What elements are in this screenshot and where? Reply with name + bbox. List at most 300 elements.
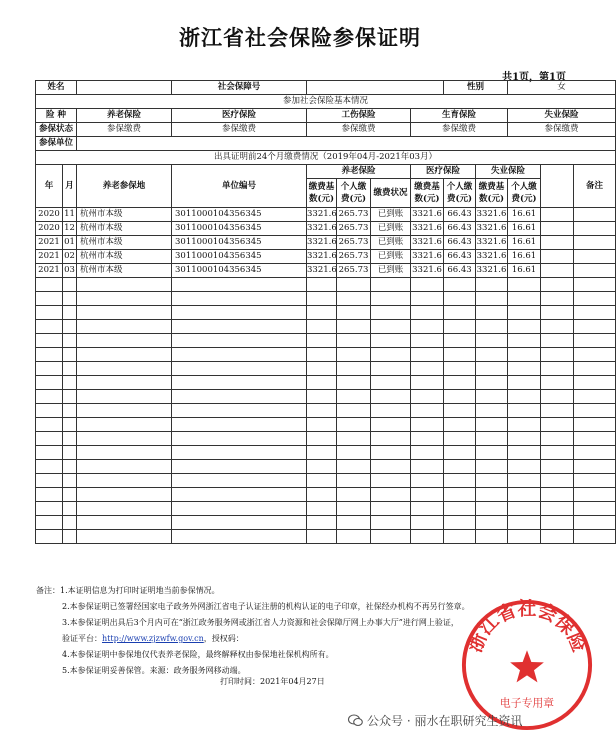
cell-place: 杭州市本级 bbox=[77, 208, 172, 222]
empty-cell bbox=[574, 460, 616, 474]
cell-pension-personal: 265.73 bbox=[337, 208, 371, 222]
empty-cell bbox=[411, 530, 444, 544]
name-label: 姓名 bbox=[36, 81, 77, 95]
empty-cell bbox=[172, 292, 307, 306]
empty-cell bbox=[307, 390, 337, 404]
empty-cell bbox=[444, 502, 476, 516]
empty-cell bbox=[371, 460, 411, 474]
cell-medical-base: 3321.6 bbox=[411, 236, 444, 250]
empty-cell bbox=[77, 320, 172, 334]
cell-unit: 3011000104356345 bbox=[172, 208, 307, 222]
empty-cell bbox=[172, 320, 307, 334]
empty-cell bbox=[476, 362, 508, 376]
empty-cell bbox=[574, 404, 616, 418]
empty-cell bbox=[36, 376, 63, 390]
empty-cell bbox=[77, 474, 172, 488]
empty-row bbox=[36, 474, 616, 488]
cell-medical-base: 3321.6 bbox=[411, 250, 444, 264]
cell-pension-personal: 265.73 bbox=[337, 222, 371, 236]
empty-cell bbox=[63, 516, 77, 530]
empty-cell bbox=[36, 488, 63, 502]
empty-cell bbox=[541, 278, 574, 292]
empty-cell bbox=[307, 376, 337, 390]
empty-cell bbox=[411, 362, 444, 376]
cell-place: 杭州市本级 bbox=[77, 250, 172, 264]
empty-cell bbox=[371, 320, 411, 334]
empty-cell bbox=[508, 278, 541, 292]
empty-cell bbox=[36, 404, 63, 418]
empty-cell bbox=[172, 418, 307, 432]
print-time bbox=[220, 676, 325, 687]
cell-pension-status: 已到账 bbox=[371, 222, 411, 236]
empty-cell bbox=[508, 348, 541, 362]
cell-unemp-personal: 16.61 bbox=[508, 222, 541, 236]
empty-cell bbox=[444, 418, 476, 432]
type-maternity: 生育保险 bbox=[411, 109, 508, 123]
empty-cell bbox=[541, 502, 574, 516]
cell-medical-personal: 66.43 bbox=[444, 236, 476, 250]
cell-place: 杭州市本级 bbox=[77, 264, 172, 278]
empty-cell bbox=[476, 390, 508, 404]
empty-cell bbox=[476, 516, 508, 530]
cell-unemp-base: 3321.6 bbox=[476, 264, 508, 278]
cell-unemp-base: 3321.6 bbox=[476, 222, 508, 236]
empty-cell bbox=[337, 460, 371, 474]
empty-cell bbox=[541, 432, 574, 446]
cell-pension-personal: 265.73 bbox=[337, 264, 371, 278]
note-3: 3.本参保证明出具后3个月内可在“浙江政务服务网或浙江省人力资源和社会保障厅网上办事大厅”进行网上验证， bbox=[62, 618, 459, 627]
empty-cell bbox=[337, 278, 371, 292]
empty-cell bbox=[444, 516, 476, 530]
cell-remark bbox=[574, 236, 616, 250]
empty-cell bbox=[508, 320, 541, 334]
empty-cell bbox=[77, 516, 172, 530]
empty-cell bbox=[63, 390, 77, 404]
empty-cell bbox=[476, 432, 508, 446]
empty-cell bbox=[371, 432, 411, 446]
empty-cell bbox=[307, 474, 337, 488]
header-medical-personal: 个人缴费(元) bbox=[444, 179, 476, 208]
empty-cell bbox=[411, 432, 444, 446]
seal-star-icon bbox=[510, 650, 544, 682]
empty-cell bbox=[541, 334, 574, 348]
header-pension-status: 缴费状况 bbox=[371, 179, 411, 208]
cell-place: 杭州市本级 bbox=[77, 236, 172, 250]
empty-cell bbox=[476, 334, 508, 348]
name-value bbox=[77, 81, 172, 95]
cell-month: 02 bbox=[63, 250, 77, 264]
note-5: 5.本参保证明妥善保管。来源：政务服务网移动端。 bbox=[62, 666, 246, 675]
empty-cell bbox=[77, 306, 172, 320]
cell-remark bbox=[574, 222, 616, 236]
basic-info-heading: 参加社会保险基本情况 bbox=[36, 95, 616, 109]
empty-cell bbox=[63, 348, 77, 362]
empty-cell bbox=[371, 488, 411, 502]
empty-cell bbox=[541, 446, 574, 460]
empty-cell bbox=[36, 446, 63, 460]
gender-value: 女 bbox=[508, 81, 616, 95]
empty-cell bbox=[337, 418, 371, 432]
empty-cell bbox=[307, 460, 337, 474]
empty-cell bbox=[36, 320, 63, 334]
empty-cell bbox=[476, 446, 508, 460]
empty-cell bbox=[411, 404, 444, 418]
empty-cell bbox=[172, 362, 307, 376]
empty-cell bbox=[411, 516, 444, 530]
empty-cell bbox=[574, 418, 616, 432]
empty-cell bbox=[36, 474, 63, 488]
insurance-type-label: 险 种 bbox=[36, 109, 77, 123]
empty-cell bbox=[444, 292, 476, 306]
cell-pension-personal: 265.73 bbox=[337, 250, 371, 264]
cell-unit: 3011000104356345 bbox=[172, 222, 307, 236]
info-row-name bbox=[36, 81, 616, 95]
header-pension-base: 缴费基数(元) bbox=[307, 179, 337, 208]
type-injury: 工伤保险 bbox=[307, 109, 411, 123]
empty-cell bbox=[444, 390, 476, 404]
cell-unit: 3011000104356345 bbox=[172, 250, 307, 264]
empty-cell bbox=[371, 530, 411, 544]
empty-cell bbox=[36, 348, 63, 362]
empty-cell bbox=[476, 348, 508, 362]
empty-cell bbox=[508, 404, 541, 418]
empty-cell bbox=[508, 432, 541, 446]
empty-cell bbox=[574, 376, 616, 390]
empty-cell bbox=[541, 516, 574, 530]
cell-year: 2021 bbox=[36, 236, 63, 250]
watermark-text: 公众号 · 丽水在职研究生资讯 bbox=[367, 714, 523, 728]
empty-cell bbox=[574, 306, 616, 320]
empty-cell bbox=[574, 502, 616, 516]
empty-cell bbox=[476, 278, 508, 292]
header-unemployment: 失业保险 bbox=[476, 165, 541, 179]
empty-cell bbox=[508, 376, 541, 390]
empty-cell bbox=[444, 404, 476, 418]
empty-cell bbox=[574, 530, 616, 544]
cell-year: 2021 bbox=[36, 264, 63, 278]
empty-cell bbox=[574, 362, 616, 376]
empty-cell bbox=[63, 418, 77, 432]
empty-cell bbox=[36, 292, 63, 306]
note-2: 2.本参保证明已签署经国家电子政务外网浙江省电子认证注册的机构认证的电子印章，社保经办机构不再另行签章。 bbox=[62, 602, 470, 611]
empty-cell bbox=[574, 292, 616, 306]
status-label: 参保状态 bbox=[36, 123, 77, 137]
cell-remark bbox=[574, 250, 616, 264]
status-row bbox=[36, 123, 616, 137]
empty-cell bbox=[77, 432, 172, 446]
cell-remark bbox=[574, 264, 616, 278]
empty-cell bbox=[337, 334, 371, 348]
empty-cell bbox=[371, 292, 411, 306]
empty-cell bbox=[411, 474, 444, 488]
print-time-value: 2021年04月27日 bbox=[260, 677, 325, 686]
empty-cell bbox=[172, 404, 307, 418]
empty-rows bbox=[36, 278, 616, 544]
empty-row bbox=[36, 320, 616, 334]
empty-cell bbox=[541, 306, 574, 320]
cell-unemp-personal: 16.61 bbox=[508, 250, 541, 264]
empty-cell bbox=[574, 334, 616, 348]
empty-cell bbox=[36, 362, 63, 376]
empty-cell bbox=[172, 432, 307, 446]
empty-cell bbox=[444, 320, 476, 334]
empty-cell bbox=[508, 292, 541, 306]
empty-cell bbox=[63, 446, 77, 460]
empty-cell bbox=[476, 530, 508, 544]
cell-unemp-personal: 16.61 bbox=[508, 208, 541, 222]
empty-cell bbox=[574, 488, 616, 502]
empty-cell bbox=[337, 432, 371, 446]
empty-cell bbox=[77, 446, 172, 460]
cell-pension-status: 已到账 bbox=[371, 208, 411, 222]
empty-cell bbox=[508, 334, 541, 348]
cell-pension-status: 已到账 bbox=[371, 250, 411, 264]
empty-cell bbox=[172, 488, 307, 502]
empty-cell bbox=[411, 390, 444, 404]
empty-cell bbox=[411, 502, 444, 516]
empty-cell bbox=[36, 432, 63, 446]
empty-cell bbox=[77, 502, 172, 516]
empty-cell bbox=[63, 334, 77, 348]
empty-cell bbox=[508, 488, 541, 502]
empty-row bbox=[36, 278, 616, 292]
empty-cell bbox=[476, 488, 508, 502]
cell-pension-personal: 265.73 bbox=[337, 236, 371, 250]
cell-gap bbox=[541, 236, 574, 250]
empty-cell bbox=[371, 516, 411, 530]
empty-cell bbox=[476, 292, 508, 306]
empty-cell bbox=[63, 502, 77, 516]
empty-cell bbox=[371, 390, 411, 404]
empty-cell bbox=[476, 418, 508, 432]
empty-cell bbox=[172, 502, 307, 516]
empty-cell bbox=[307, 488, 337, 502]
empty-row bbox=[36, 446, 616, 460]
empty-row bbox=[36, 348, 616, 362]
empty-row bbox=[36, 432, 616, 446]
cell-gap bbox=[541, 264, 574, 278]
cell-medical-base: 3321.6 bbox=[411, 208, 444, 222]
empty-cell bbox=[371, 362, 411, 376]
empty-cell bbox=[307, 404, 337, 418]
empty-cell bbox=[172, 348, 307, 362]
cell-gap bbox=[541, 222, 574, 236]
unit-label: 参保单位 bbox=[36, 137, 77, 151]
empty-cell bbox=[36, 278, 63, 292]
empty-cell bbox=[36, 390, 63, 404]
empty-cell bbox=[77, 278, 172, 292]
empty-cell bbox=[411, 460, 444, 474]
empty-cell bbox=[371, 334, 411, 348]
cell-unemp-base: 3321.6 bbox=[476, 208, 508, 222]
unit-row bbox=[36, 137, 616, 151]
insurance-table bbox=[35, 80, 616, 544]
cell-pension-base: 3321.6 bbox=[307, 250, 337, 264]
empty-cell bbox=[541, 348, 574, 362]
empty-row bbox=[36, 376, 616, 390]
header-month: 月 bbox=[63, 165, 77, 208]
empty-cell bbox=[77, 348, 172, 362]
type-pension: 养老保险 bbox=[77, 109, 172, 123]
empty-cell bbox=[172, 306, 307, 320]
header-unemp-personal: 个人缴费(元) bbox=[508, 179, 541, 208]
empty-cell bbox=[77, 292, 172, 306]
status-pension: 参保缴费 bbox=[77, 123, 172, 137]
header-medical: 医疗保险 bbox=[411, 165, 476, 179]
empty-cell bbox=[574, 348, 616, 362]
table-row bbox=[36, 208, 616, 222]
empty-cell bbox=[337, 530, 371, 544]
print-time-label: 打印时间： bbox=[220, 677, 260, 686]
empty-cell bbox=[541, 320, 574, 334]
empty-cell bbox=[476, 404, 508, 418]
empty-cell bbox=[337, 306, 371, 320]
empty-cell bbox=[574, 320, 616, 334]
empty-cell bbox=[307, 320, 337, 334]
empty-row bbox=[36, 530, 616, 544]
empty-cell bbox=[36, 306, 63, 320]
empty-cell bbox=[307, 502, 337, 516]
empty-cell bbox=[411, 320, 444, 334]
empty-cell bbox=[541, 530, 574, 544]
empty-cell bbox=[307, 446, 337, 460]
header-year: 年 bbox=[36, 165, 63, 208]
seal-subtext: 电子专用章 bbox=[499, 696, 555, 710]
empty-cell bbox=[444, 474, 476, 488]
gender-label: 性别 bbox=[444, 81, 508, 95]
verify-link[interactable]: http://www.zjzwfw.gov.cn bbox=[102, 634, 204, 643]
note-4: 4.本参保证明中参保地仅代表养老保险，最终解释权由参保地社保机构所有。 bbox=[62, 650, 334, 659]
empty-cell bbox=[63, 432, 77, 446]
empty-cell bbox=[337, 320, 371, 334]
empty-cell bbox=[307, 348, 337, 362]
cell-unemp-personal: 16.61 bbox=[508, 236, 541, 250]
empty-cell bbox=[411, 306, 444, 320]
empty-cell bbox=[307, 516, 337, 530]
cell-medical-base: 3321.6 bbox=[411, 264, 444, 278]
empty-cell bbox=[172, 334, 307, 348]
empty-cell bbox=[172, 460, 307, 474]
empty-cell bbox=[337, 292, 371, 306]
empty-cell bbox=[371, 404, 411, 418]
header-place: 养老参保地 bbox=[77, 165, 172, 208]
empty-cell bbox=[541, 488, 574, 502]
empty-cell bbox=[444, 446, 476, 460]
cell-gap bbox=[541, 208, 574, 222]
empty-cell bbox=[444, 460, 476, 474]
empty-row bbox=[36, 362, 616, 376]
empty-cell bbox=[63, 292, 77, 306]
empty-cell bbox=[63, 362, 77, 376]
notes-label: 备注： bbox=[36, 586, 60, 595]
cell-unemp-base: 3321.6 bbox=[476, 250, 508, 264]
empty-cell bbox=[541, 474, 574, 488]
empty-cell bbox=[371, 306, 411, 320]
empty-cell bbox=[508, 502, 541, 516]
empty-cell bbox=[476, 320, 508, 334]
empty-row bbox=[36, 502, 616, 516]
empty-cell bbox=[476, 376, 508, 390]
empty-cell bbox=[307, 418, 337, 432]
empty-cell bbox=[337, 348, 371, 362]
empty-cell bbox=[337, 516, 371, 530]
empty-cell bbox=[172, 278, 307, 292]
empty-cell bbox=[476, 502, 508, 516]
empty-cell bbox=[36, 460, 63, 474]
empty-cell bbox=[63, 376, 77, 390]
cell-unemp-personal: 16.61 bbox=[508, 264, 541, 278]
empty-cell bbox=[444, 376, 476, 390]
empty-cell bbox=[63, 404, 77, 418]
empty-cell bbox=[541, 376, 574, 390]
empty-cell bbox=[77, 362, 172, 376]
cell-unemp-base: 3321.6 bbox=[476, 236, 508, 250]
empty-cell bbox=[77, 418, 172, 432]
empty-cell bbox=[77, 334, 172, 348]
empty-cell bbox=[77, 460, 172, 474]
empty-cell bbox=[77, 404, 172, 418]
empty-cell bbox=[574, 446, 616, 460]
empty-cell bbox=[307, 334, 337, 348]
cell-pension-base: 3321.6 bbox=[307, 208, 337, 222]
empty-cell bbox=[508, 460, 541, 474]
header-row-1 bbox=[36, 165, 616, 179]
empty-cell bbox=[411, 418, 444, 432]
empty-cell bbox=[63, 530, 77, 544]
empty-cell bbox=[508, 390, 541, 404]
empty-row bbox=[36, 404, 616, 418]
empty-cell bbox=[63, 306, 77, 320]
empty-cell bbox=[36, 334, 63, 348]
empty-cell bbox=[508, 306, 541, 320]
empty-cell bbox=[77, 376, 172, 390]
empty-row bbox=[36, 460, 616, 474]
empty-cell bbox=[541, 362, 574, 376]
empty-cell bbox=[371, 474, 411, 488]
empty-cell bbox=[541, 292, 574, 306]
header-pension: 养老保险 bbox=[307, 165, 411, 179]
empty-cell bbox=[77, 530, 172, 544]
document-title: 浙江省社会保险参保证明 bbox=[179, 25, 421, 50]
empty-cell bbox=[541, 390, 574, 404]
cell-month: 11 bbox=[63, 208, 77, 222]
wechat-icon bbox=[348, 714, 363, 727]
empty-cell bbox=[63, 278, 77, 292]
status-injury: 参保缴费 bbox=[307, 123, 411, 137]
table-row bbox=[36, 222, 616, 236]
empty-cell bbox=[574, 278, 616, 292]
empty-cell bbox=[63, 460, 77, 474]
empty-cell bbox=[77, 390, 172, 404]
period-heading: 出具证明前24个月缴费情况（2019年04月-2021年03月） bbox=[36, 151, 616, 165]
empty-cell bbox=[371, 376, 411, 390]
header-pension-personal: 个人缴费(元) bbox=[337, 179, 371, 208]
empty-cell bbox=[508, 516, 541, 530]
empty-cell bbox=[307, 362, 337, 376]
cell-pension-status: 已到账 bbox=[371, 236, 411, 250]
empty-cell bbox=[337, 390, 371, 404]
cell-year: 2020 bbox=[36, 208, 63, 222]
empty-cell bbox=[172, 516, 307, 530]
page-info: 共1页，第1页 bbox=[502, 72, 566, 83]
header-gap bbox=[541, 165, 574, 208]
empty-cell bbox=[411, 446, 444, 460]
empty-cell bbox=[444, 488, 476, 502]
status-maternity: 参保缴费 bbox=[411, 123, 508, 137]
cell-year: 2020 bbox=[36, 222, 63, 236]
empty-cell bbox=[172, 530, 307, 544]
empty-cell bbox=[476, 474, 508, 488]
